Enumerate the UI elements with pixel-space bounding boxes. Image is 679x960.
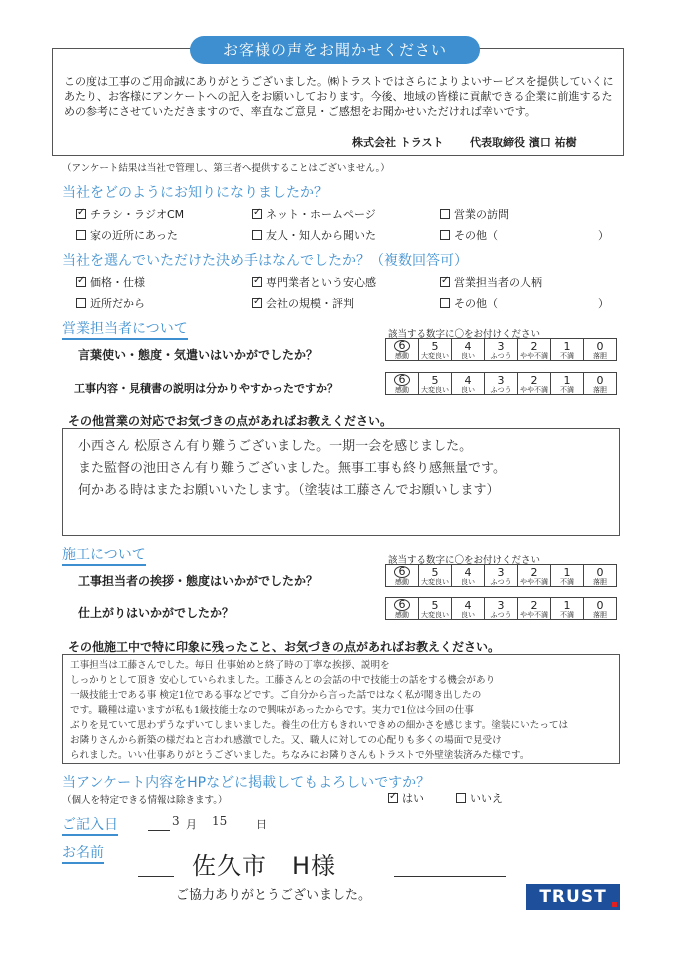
rating-number: 4 (464, 339, 472, 353)
rating-number: 3 (497, 565, 505, 579)
date-month: 3 (172, 814, 180, 828)
rating-cell-6[interactable] (386, 565, 419, 587)
q1-checkbox[interactable] (252, 209, 262, 219)
q2-option-label: 営業担当者の人柄 (454, 276, 542, 289)
date-label (62, 814, 118, 834)
rating-cell-6[interactable] (386, 373, 419, 395)
q2-option[interactable] (76, 295, 145, 311)
q1-option[interactable] (440, 227, 609, 243)
construction-comment-prompt: その他施工中で特に印象に残ったこと、お気づきの点があればお教えください。 (68, 640, 501, 654)
logo-dot (612, 902, 617, 907)
rating-number: 0 (596, 339, 604, 353)
rating-label: 不満 (560, 351, 574, 360)
trust-logo: TRUST (526, 884, 620, 910)
q2-option[interactable] (252, 274, 376, 290)
rating-cell-5[interactable] (419, 598, 452, 620)
rating-number: 6 (394, 374, 410, 386)
rating-number: 5 (431, 339, 439, 353)
rating-label: 大変良い (421, 577, 449, 586)
construction-q1-rating[interactable] (385, 564, 617, 587)
sales-q2-rating[interactable] (385, 372, 617, 395)
company-name: 株式会社 トラスト (352, 136, 444, 149)
rating-label: 良い (461, 351, 475, 360)
rating-label: やや不満 (520, 577, 548, 586)
name-line-left (138, 876, 174, 877)
q1-checkbox[interactable] (252, 230, 262, 240)
scale-hint: 該当する数字に〇をお付けください (388, 329, 541, 340)
q1-checkbox[interactable] (440, 209, 450, 219)
customer-name: 佐久市 H様 (192, 852, 337, 880)
q1-option-label: 営業の訪問 (454, 208, 509, 221)
rating-number: 1 (563, 598, 571, 612)
rating-cell-0[interactable] (584, 565, 617, 587)
rating-cell-6[interactable] (386, 339, 419, 361)
rating-cell-1[interactable] (551, 339, 584, 361)
rating-cell-3[interactable] (485, 339, 518, 361)
ceo-name: 代表取締役 濱口 祐樹 (470, 136, 577, 149)
q2-option[interactable] (440, 274, 542, 290)
rating-number: 1 (563, 565, 571, 579)
q2-option[interactable] (76, 274, 145, 290)
name-label-text: お名前 (62, 845, 104, 864)
rating-number: 2 (530, 565, 538, 579)
q1-checkbox[interactable] (76, 230, 86, 240)
hp-no-checkbox[interactable] (456, 793, 466, 803)
rating-cell-6[interactable] (386, 598, 419, 620)
hp-title: 当アンケート内容をHPなどに掲載してもよろしいですか？ (62, 775, 431, 791)
q2-checkbox[interactable] (76, 298, 86, 308)
q1-checkbox[interactable] (440, 230, 450, 240)
rating-cell-5[interactable] (419, 565, 452, 587)
rating-label: 感動 (395, 352, 409, 360)
date-label-text: ご記入日 (62, 817, 118, 836)
q1-option-label: ネット・ホームページ (266, 208, 376, 221)
rating-label: やや不満 (520, 610, 548, 619)
rating-number: 6 (394, 599, 410, 611)
sales-comment (78, 436, 506, 502)
q2-option-label: 会社の規模・評判 (266, 297, 354, 310)
q1-checkbox[interactable] (76, 209, 86, 219)
hp-no[interactable] (456, 790, 503, 806)
q2-checkbox[interactable] (76, 277, 86, 287)
rating-number: 2 (530, 373, 538, 387)
rating-label: 落胆 (593, 577, 607, 586)
q2-option-label: 専門業者という安心感 (266, 276, 376, 289)
rating-label: ふつう (490, 351, 512, 360)
q1-option-label: 家の近所にあった (90, 229, 178, 242)
rating-number: 3 (497, 598, 505, 612)
rating-cell-3[interactable] (485, 373, 518, 395)
q2-checkbox[interactable] (252, 277, 262, 287)
rating-number: 6 (394, 566, 410, 578)
rating-number: 5 (431, 598, 439, 612)
rating-label: 落胆 (593, 351, 607, 360)
comment-line: 一級技能士である事 検定1位である事などです。ご自分から言った話ではなく私が聞き出したの (70, 690, 482, 701)
hp-note: （個人を特定できる情報は除きます。） (62, 795, 228, 806)
hp-yes[interactable] (388, 790, 424, 806)
rating-number: 2 (530, 598, 538, 612)
q1-option-label: 友人・知人から聞いた (266, 229, 376, 242)
q1-option[interactable] (252, 227, 376, 243)
q2-option-label: 価格・仕様 (90, 276, 145, 289)
scale-hint-2: 該当する数字に〇をお付けください (388, 555, 541, 566)
rating-label: 感動 (395, 578, 409, 586)
q2-other-close: ） (598, 297, 609, 310)
name-line-right (394, 876, 506, 877)
construction-title (62, 544, 146, 564)
q1-option[interactable] (440, 206, 509, 222)
comment-line: 工事担当は工藤さんでした。毎日 仕事始めと終了時の丁寧な挨拶、説明を (70, 660, 390, 671)
construction-title-text: 施工について (62, 547, 146, 566)
comment-line: ぶりを見ていて思わずうなずいてしまいました。養生の仕方もきれいできめの細かさを感じます。塗装にいたっては (70, 720, 569, 731)
rating-cell-4[interactable] (452, 373, 485, 395)
comment-line: また監督の池田さん有り難うございました。無事工事も終り感無量です。 (78, 461, 506, 476)
rating-cell-0[interactable] (584, 339, 617, 361)
rating-label: 良い (461, 610, 475, 619)
page-title: お客様の声をお聞かせください (190, 36, 480, 64)
sales-title-text: 営業担当者について (62, 321, 188, 340)
rating-label: 大変良い (421, 385, 449, 394)
rating-cell-3[interactable] (485, 565, 518, 587)
rating-number: 0 (596, 598, 604, 612)
comment-line: られました。いい仕事ありがとうございました。ちなみにお隣りさんもトラストで外壁塗装済みた様です。 (70, 750, 530, 761)
sales-q1: 言葉使い・態度・気遣いはいかがでしたか？ (78, 348, 319, 362)
rating-cell-2[interactable] (518, 565, 551, 587)
rating-cell-4[interactable] (452, 339, 485, 361)
comment-line: 何かある時はまたお願いいたします。（塗装は工藤さんでお願いします） (78, 483, 500, 498)
q2-checkbox[interactable] (440, 277, 450, 287)
sales-title (62, 318, 188, 338)
thanks-text: ご協力ありがとうございました。 (176, 888, 372, 903)
comment-line: 小西さん 松原さん有り難うございました。一期一会を感じました。 (78, 439, 473, 454)
rating-cell-1[interactable] (551, 598, 584, 620)
rating-label: 感動 (395, 386, 409, 394)
q2-option[interactable] (440, 295, 609, 311)
rating-cell-0[interactable] (584, 373, 617, 395)
rating-number: 4 (464, 598, 472, 612)
rating-cell-3[interactable] (485, 598, 518, 620)
q1-option-label: その他（ (454, 229, 498, 242)
rating-number: 5 (431, 373, 439, 387)
rating-cell-5[interactable] (419, 373, 452, 395)
rating-label: ふつう (490, 385, 512, 394)
rating-number: 1 (563, 373, 571, 387)
rating-number: 4 (464, 565, 472, 579)
rating-number: 5 (431, 565, 439, 579)
q2-option-label: その他（ (454, 297, 498, 310)
name-label (62, 842, 104, 862)
q1-option[interactable] (76, 206, 184, 222)
comment-line: お隣りさんから新築の様だねと言われ感激でした。又、職人に対しての心配りも多くの場面で見受け (70, 735, 502, 746)
rating-number: 4 (464, 373, 472, 387)
rating-cell-4[interactable] (452, 565, 485, 587)
rating-label: 不満 (560, 610, 574, 619)
q1-title: 当社をどのようにお知りになりましたか？ (62, 185, 328, 201)
rating-label: 落胆 (593, 610, 607, 619)
rating-number: 0 (596, 373, 604, 387)
date-underline (148, 830, 170, 831)
rating-number: 6 (394, 340, 410, 352)
q1-option[interactable] (252, 206, 376, 222)
rating-cell-1[interactable] (551, 565, 584, 587)
rating-cell-4[interactable] (452, 598, 485, 620)
rating-cell-2[interactable] (518, 598, 551, 620)
date-day: 15 (212, 814, 228, 828)
rating-cell-2[interactable] (518, 339, 551, 361)
construction-comment (70, 658, 616, 763)
q1-option[interactable] (76, 227, 178, 243)
comment-line: です。職種は違いますが私も1級技能士なので興味があったからです。実力で1位は今回の仕事 (70, 705, 474, 716)
date-month-unit: 月 (186, 818, 197, 831)
rating-cell-1[interactable] (551, 373, 584, 395)
sales-q1-rating[interactable] (385, 338, 617, 361)
rating-number: 3 (497, 339, 505, 353)
rating-cell-2[interactable] (518, 373, 551, 395)
hp-no-label: いいえ (470, 792, 503, 805)
sales-comment-prompt: その他営業の対応でお気づきの点があればお教えください。 (68, 414, 393, 428)
q1-option-label: チラシ・ラジオCM (90, 208, 185, 221)
rating-label: 大変良い (421, 610, 449, 619)
q2-title: 当社を選んでいただけた決め手はなんでしたか？（複数回答可） (62, 253, 468, 269)
rating-label: ふつう (490, 610, 512, 619)
intro-text: この度は工事のご用命誠にありがとうございました。㈱トラストではさらによりよいサービスを提供していくにあたり、お客様にアンケートへの記入をお願いしております。今後、地域の皆様に貢献できる企業に前進するための参考にさせていただきますので、率直なご意見・ご感想をお聞かせいただければ幸いです。 (64, 75, 614, 118)
privacy-note: （アンケート結果は当社で管理し、第三者へ提供することはございません。） (62, 163, 390, 174)
q2-option[interactable] (252, 295, 354, 311)
construction-q2: 仕上がりはいかがでしたか？ (78, 606, 235, 620)
rating-label: 感動 (395, 611, 409, 619)
rating-label: 落胆 (593, 385, 607, 394)
rating-number: 2 (530, 339, 538, 353)
rating-label: 良い (461, 385, 475, 394)
q2-checkbox[interactable] (440, 298, 450, 308)
comment-line: しっかりとして頂き 安心していられました。工藤さんとの会話の中で技能士の話をする機会があり (70, 675, 496, 686)
rating-label: ふつう (490, 577, 512, 586)
hp-yes-checkbox[interactable] (388, 793, 398, 803)
construction-q1: 工事担当者の挨拶・態度はいかがでしたか？ (78, 574, 319, 588)
q1-other-close: ） (598, 229, 609, 242)
rating-number: 1 (563, 339, 571, 353)
sales-q2: 工事内容・見積書の説明は分かりやすかったですか？ (74, 382, 338, 395)
rating-label: やや不満 (520, 351, 548, 360)
q2-option-label: 近所だから (90, 297, 145, 310)
q2-checkbox[interactable] (252, 298, 262, 308)
rating-cell-0[interactable] (584, 598, 617, 620)
rating-label: 良い (461, 577, 475, 586)
rating-label: 不満 (560, 385, 574, 394)
date-day-unit: 日 (256, 818, 267, 831)
rating-label: 不満 (560, 577, 574, 586)
hp-yes-label: はい (402, 792, 424, 805)
rating-label: 大変良い (421, 351, 449, 360)
rating-cell-5[interactable] (419, 339, 452, 361)
construction-q2-rating[interactable] (385, 597, 617, 620)
rating-label: やや不満 (520, 385, 548, 394)
rating-number: 3 (497, 373, 505, 387)
rating-number: 0 (596, 565, 604, 579)
